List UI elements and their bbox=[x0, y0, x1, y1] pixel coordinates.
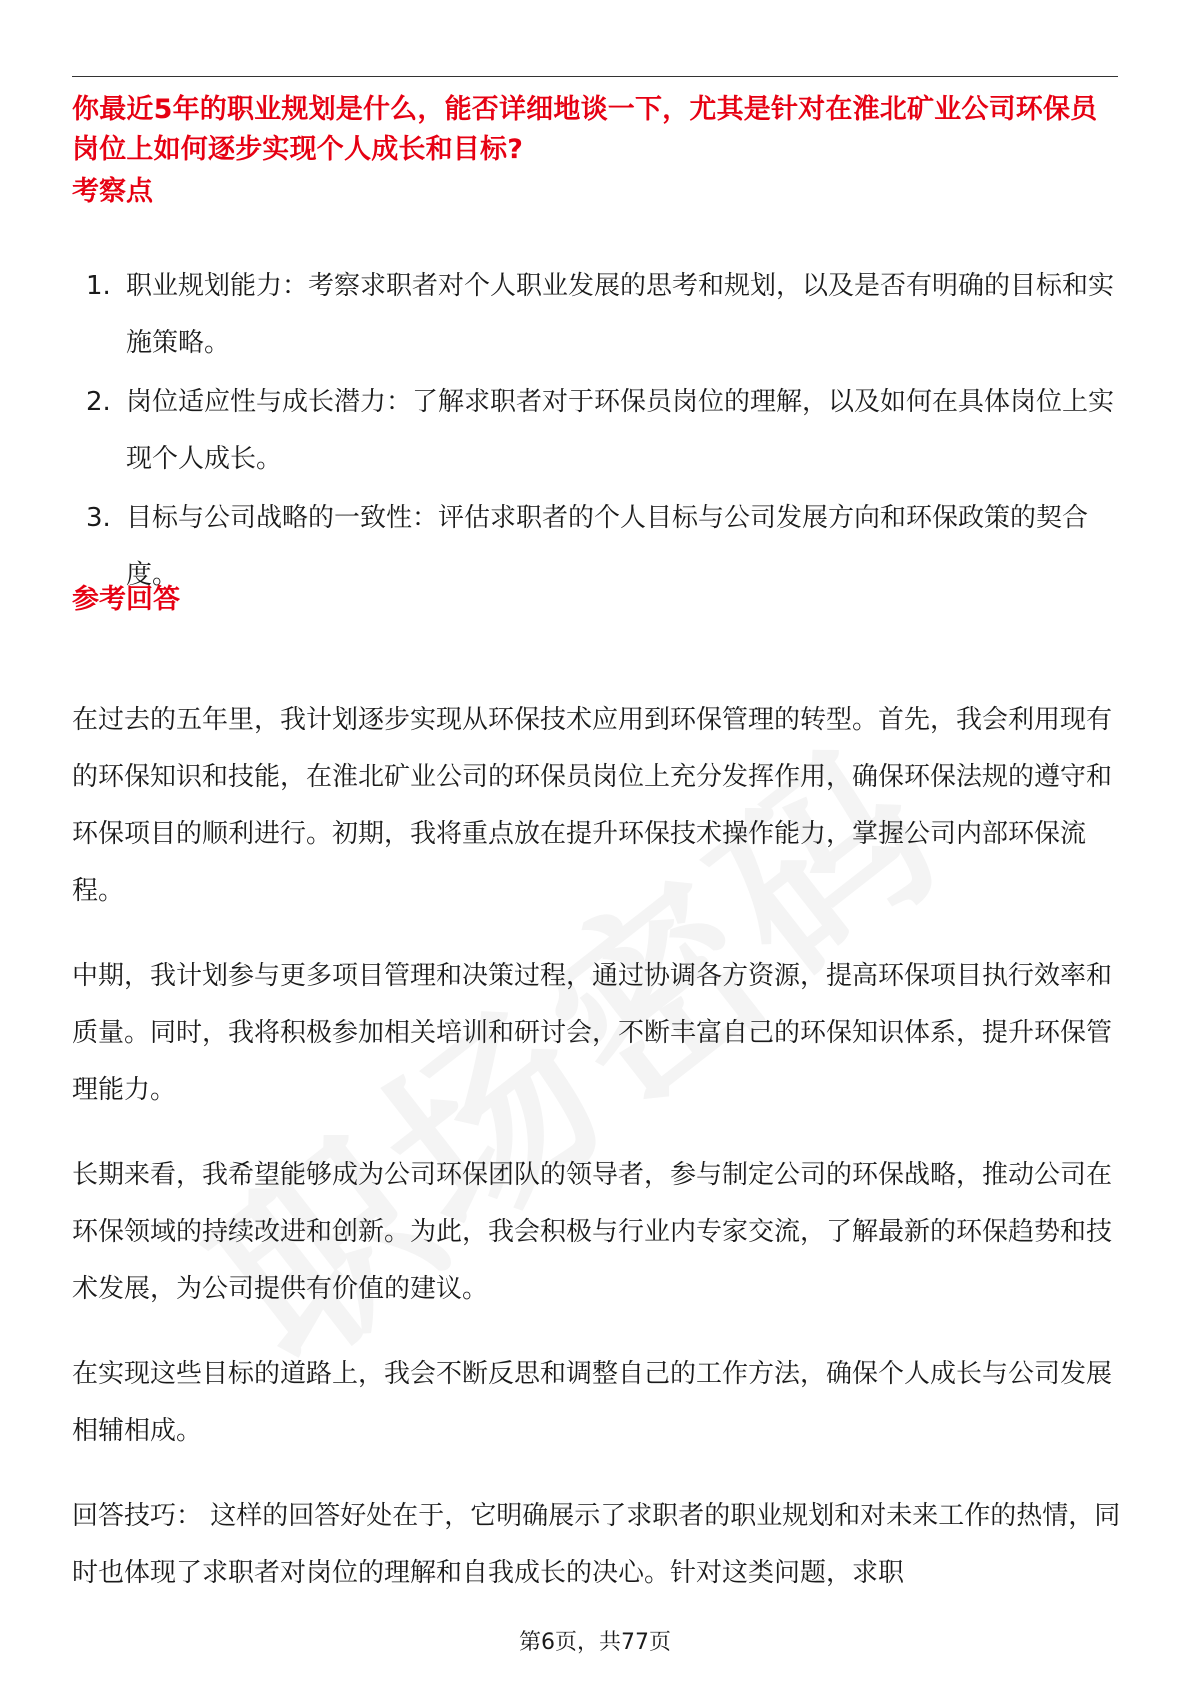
assessment-point bbox=[72, 374, 1122, 488]
answer-heading: 参考回答 bbox=[72, 584, 180, 615]
page-footer: 第6页，共77页 bbox=[519, 1630, 671, 1655]
reference-answer bbox=[72, 692, 1124, 1630]
assessment-point bbox=[72, 258, 1122, 372]
answer-paragraph: 中期，我计划参与更多项目管理和决策过程，通过协调各方资源，提高环保项目执行效率和质量。同时，我将积极参加相关培训和研讨会，不断丰富自己的环保知识体系，提升环保管理能力。 bbox=[72, 961, 1113, 1105]
interview-question: 你最近5年的职业规划是什么，能否详细地谈一下，尤其是针对在淮北矿业公司环保员岗位上如何逐步实现个人成长和目标? bbox=[72, 94, 1098, 165]
answer-paragraph: 长期来看，我希望能够成为公司环保团队的领导者，参与制定公司的环保战略，推动公司在环保领域的持续改进和创新。为此，我会积极与行业内专家交流，了解最新的环保趋势和技术发展，为公司提供有价值的建议。 bbox=[72, 1160, 1113, 1304]
answer-paragraph: 在过去的五年里，我计划逐步实现从环保技术应用到环保管理的转型。首先，我会利用现有的环保知识和技能，在淮北矿业公司的环保员岗位上充分发挥作用，确保环保法规的遵守和环保项目的顺利进行。初期，我将重点放在提升环保技术操作能力，掌握公司内部环保流程。 bbox=[72, 705, 1113, 906]
point-text: 岗位适应性与成长潜力：了解求职者对于环保员岗位的理解，以及如何在具体岗位上实现个人成长。 bbox=[126, 387, 1115, 474]
assessment-heading: 考察点 bbox=[72, 176, 153, 207]
point-number: 1. bbox=[86, 271, 111, 301]
answer-paragraph: 在实现这些目标的道路上，我会不断反思和调整自己的工作方法，确保个人成长与公司发展相辅相成。 bbox=[72, 1359, 1113, 1446]
answer-tips-paragraph: 回答技巧： 这样的回答好处在于，它明确展示了求职者的职业规划和对未来工作的热情，同时也体现了求职者对岗位的理解和自我成长的决心。针对这类问题，求职 bbox=[72, 1501, 1121, 1588]
point-text: 目标与公司战略的一致性：评估求职者的个人目标与公司发展方向和环保政策的契合度。 bbox=[126, 503, 1089, 590]
point-number: 3. bbox=[86, 503, 111, 533]
point-text: 职业规划能力：考察求职者对个人职业发展的思考和规划，以及是否有明确的目标和实施策略。 bbox=[126, 271, 1115, 358]
top-divider bbox=[72, 76, 1118, 77]
assessment-points-list bbox=[72, 258, 1122, 606]
point-number: 2. bbox=[86, 387, 111, 417]
assessment-point bbox=[72, 490, 1122, 604]
